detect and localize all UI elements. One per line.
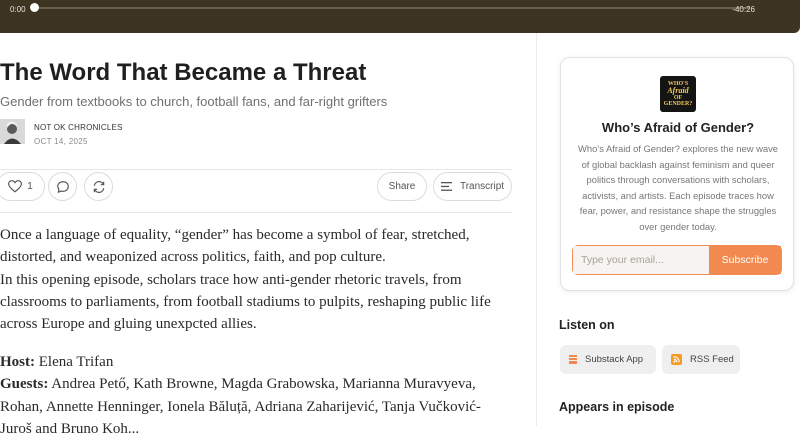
transcript-button[interactable]	[433, 172, 512, 201]
post-date: OCT 14, 2025	[34, 137, 88, 146]
rss-icon	[671, 354, 682, 365]
body-line: In this opening episode, scholars trace how anti-gender rhetoric travels, from	[0, 271, 462, 288]
author-name[interactable]: NOT OK CHRONICLES	[34, 123, 123, 132]
post-article	[0, 33, 536, 437]
episode-credits	[0, 351, 520, 440]
cover-text: OF	[673, 95, 683, 101]
divider	[0, 212, 512, 213]
cover-text: WHO'S	[667, 81, 689, 87]
guests-line-continued: Rohan, Annette Henninger, Ionela Băluță, Adriana Zaharijević, Tanja Vučković-	[0, 398, 481, 415]
email-input[interactable]	[573, 246, 709, 274]
guests-label: Guests:	[0, 376, 49, 393]
appears-in-episode-heading: Appears in episode	[559, 400, 675, 414]
guests-names: Andrea Pető, Kath Browne, Magda Grabowska, Marianna Muravyeva,	[51, 376, 476, 393]
podcast-cover[interactable]	[660, 76, 696, 112]
post-description	[0, 224, 520, 335]
post-subtitle: Gender from textbooks to church, football fans, and far-right grifters	[0, 94, 388, 109]
audio-player	[0, 0, 800, 33]
heart-icon	[8, 180, 22, 193]
post-actions	[0, 169, 512, 201]
transcript-label: Transcript	[459, 181, 505, 192]
podcast-title[interactable]: Who’s Afraid of Gender?	[601, 120, 755, 135]
body-line: Once a language of equality, “gender” has become a symbol of fear, stretched,	[0, 227, 470, 243]
progress-thumb[interactable]	[30, 3, 39, 12]
cover-text: GENDER?	[663, 101, 693, 107]
progress-track[interactable]	[34, 7, 750, 9]
rss-feed-label: RSS Feed	[690, 354, 734, 365]
comment-icon	[56, 180, 70, 194]
listen-on-heading: Listen on	[559, 318, 615, 332]
host-line	[0, 351, 520, 373]
rss-feed-button[interactable]	[662, 345, 740, 374]
podcast-description: Who’s Afraid of Gender? explores the new wave of global backlash against feminism and queer politics through conversations with scholars, activists, and artists. Each episode traces how fear, power, and resistance shape the struggles over gender today.	[578, 143, 778, 232]
author-avatar[interactable]	[0, 119, 25, 144]
cover-text: Afraid	[667, 86, 689, 95]
post-title: The Word That Became a Threat	[0, 59, 367, 86]
like-button[interactable]	[0, 172, 45, 201]
substack-app-button[interactable]	[560, 345, 656, 374]
column-divider	[536, 33, 537, 426]
guests-line-continued: Juroš and Bruno Koh...	[0, 420, 140, 437]
subscribe-button[interactable]: Subscribe	[709, 246, 781, 274]
substack-icon	[569, 355, 577, 364]
body-line: classrooms to parliaments, from football stadiums to pulpits, reshaping public life	[0, 293, 491, 310]
podcast-subscribe-card	[560, 57, 794, 291]
subscribe-form	[572, 245, 782, 275]
host-label: Host:	[0, 354, 35, 370]
comment-button[interactable]	[48, 172, 77, 201]
host-name: Elena Trifan	[38, 354, 114, 370]
guests-line	[0, 373, 520, 395]
body-line: distorted, and weaponized across politics, faith, and pop culture.	[0, 249, 386, 266]
like-count: 1	[27, 181, 33, 192]
current-time: 0:00	[10, 5, 26, 14]
restack-icon	[92, 180, 106, 194]
remaining-time: -40:26	[732, 5, 755, 14]
share-button[interactable]: Share	[377, 172, 427, 201]
transcript-icon	[441, 182, 452, 191]
restack-button[interactable]	[84, 172, 113, 201]
body-line: across Europe and gluing unexpcted allies.	[0, 316, 257, 333]
substack-app-label: Substack App	[585, 354, 644, 365]
